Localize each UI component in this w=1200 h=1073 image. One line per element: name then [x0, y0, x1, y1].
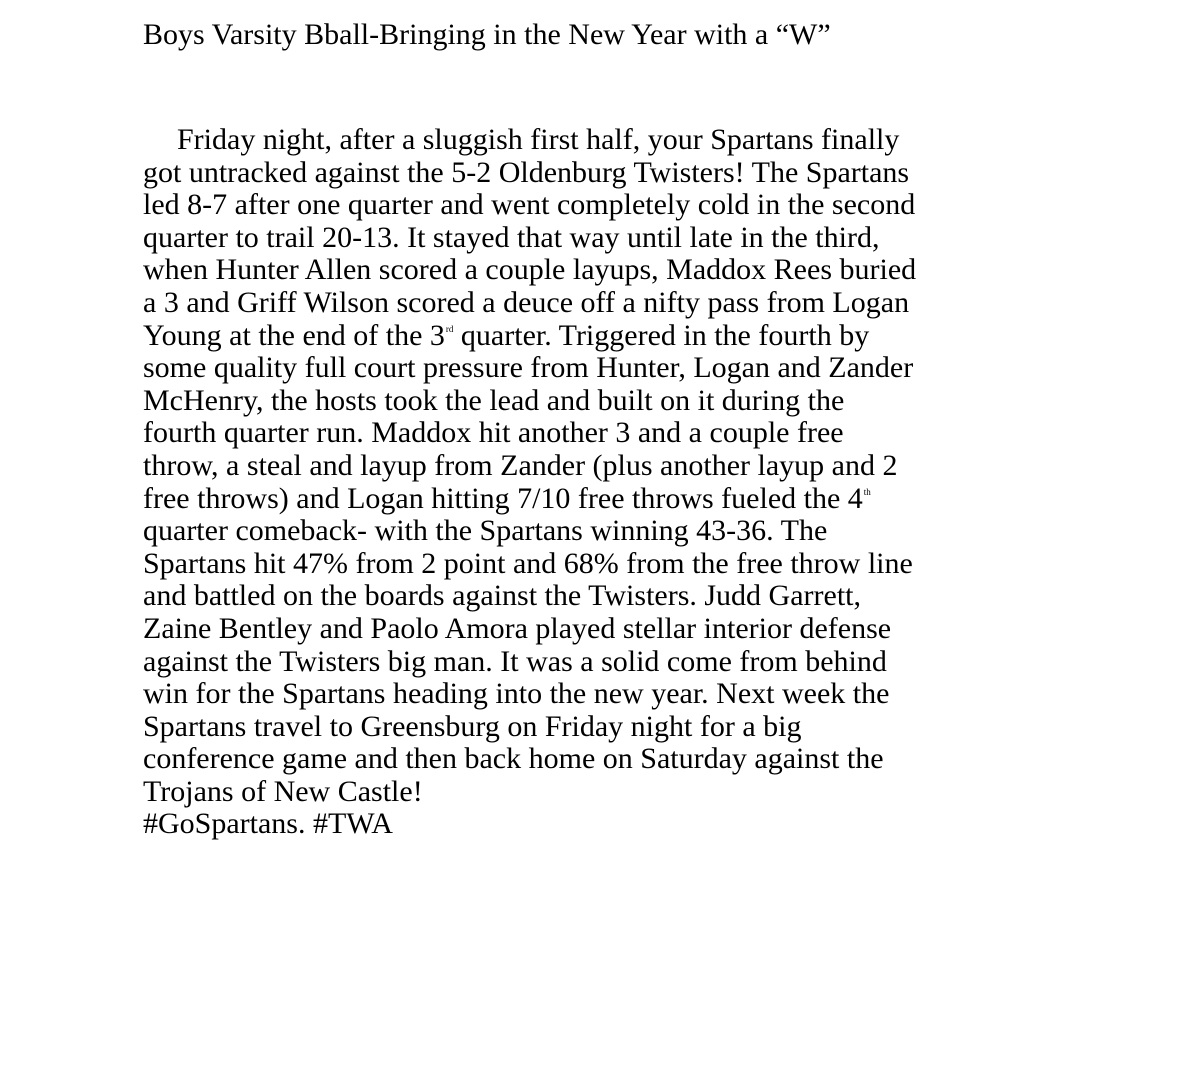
body-line: Zaine Bentley and Paolo Amora played stellar interior defense	[143, 611, 892, 645]
body-line: throw, a steal and layup from Zander (plus another layup and 2	[143, 448, 898, 482]
body-line: got untracked against the 5-2 Oldenburg Twisters! The Spartans	[143, 155, 910, 189]
body-line: quarter to trail 20-13. It stayed that way until late in the third,	[143, 220, 880, 254]
body-line: McHenry, the hosts took the lead and built on it during the	[143, 383, 845, 417]
body-line-text: quarter. Triggered in the fourth by	[453, 318, 870, 352]
body-line: fourth quarter run. Maddox hit another 3 and a couple free	[143, 416, 844, 450]
body-line	[143, 320, 916, 353]
article-body	[143, 124, 916, 841]
ordinal-suffix: th	[863, 486, 871, 497]
body-line: Spartans travel to Greensburg on Friday night for a big	[143, 709, 802, 743]
article-title: Boys Varsity Bball-Bringing in the New Year with a “W”	[143, 18, 831, 51]
body-line: and battled on the boards against the Twisters. Judd Garrett,	[143, 579, 862, 613]
body-line	[143, 483, 916, 516]
body-line: win for the Spartans heading into the new year. Next week the	[143, 677, 890, 711]
body-line: some quality full court pressure from Hunter, Logan and Zander	[143, 351, 914, 385]
body-line: conference game and then back home on Saturday against the	[143, 742, 884, 776]
hashtags: #GoSpartans. #TWA	[143, 807, 393, 841]
body-line: against the Twisters big man. It was a solid come from behind	[143, 644, 887, 678]
body-line: Trojans of New Castle!	[143, 774, 423, 808]
body-line: Friday night, after a sluggish first half, your Spartans finally	[177, 123, 900, 156]
ordinal-suffix: rd	[445, 323, 454, 334]
body-line-text: free throws) and Logan hitting 7/10 free throws fueled the 4	[143, 481, 863, 515]
body-line: led 8-7 after one quarter and went completely cold in the second	[143, 188, 916, 222]
body-line: a 3 and Griff Wilson scored a deuce off a nifty pass from Logan	[143, 285, 910, 319]
body-line: when Hunter Allen scored a couple layups, Maddox Rees buried	[143, 253, 917, 287]
body-line: Spartans hit 47% from 2 point and 68% from the free throw line	[143, 546, 913, 580]
body-line-text: Young at the end of the 3	[143, 318, 445, 352]
body-line: quarter comeback- with the Spartans winning 43-36. The	[143, 514, 828, 548]
